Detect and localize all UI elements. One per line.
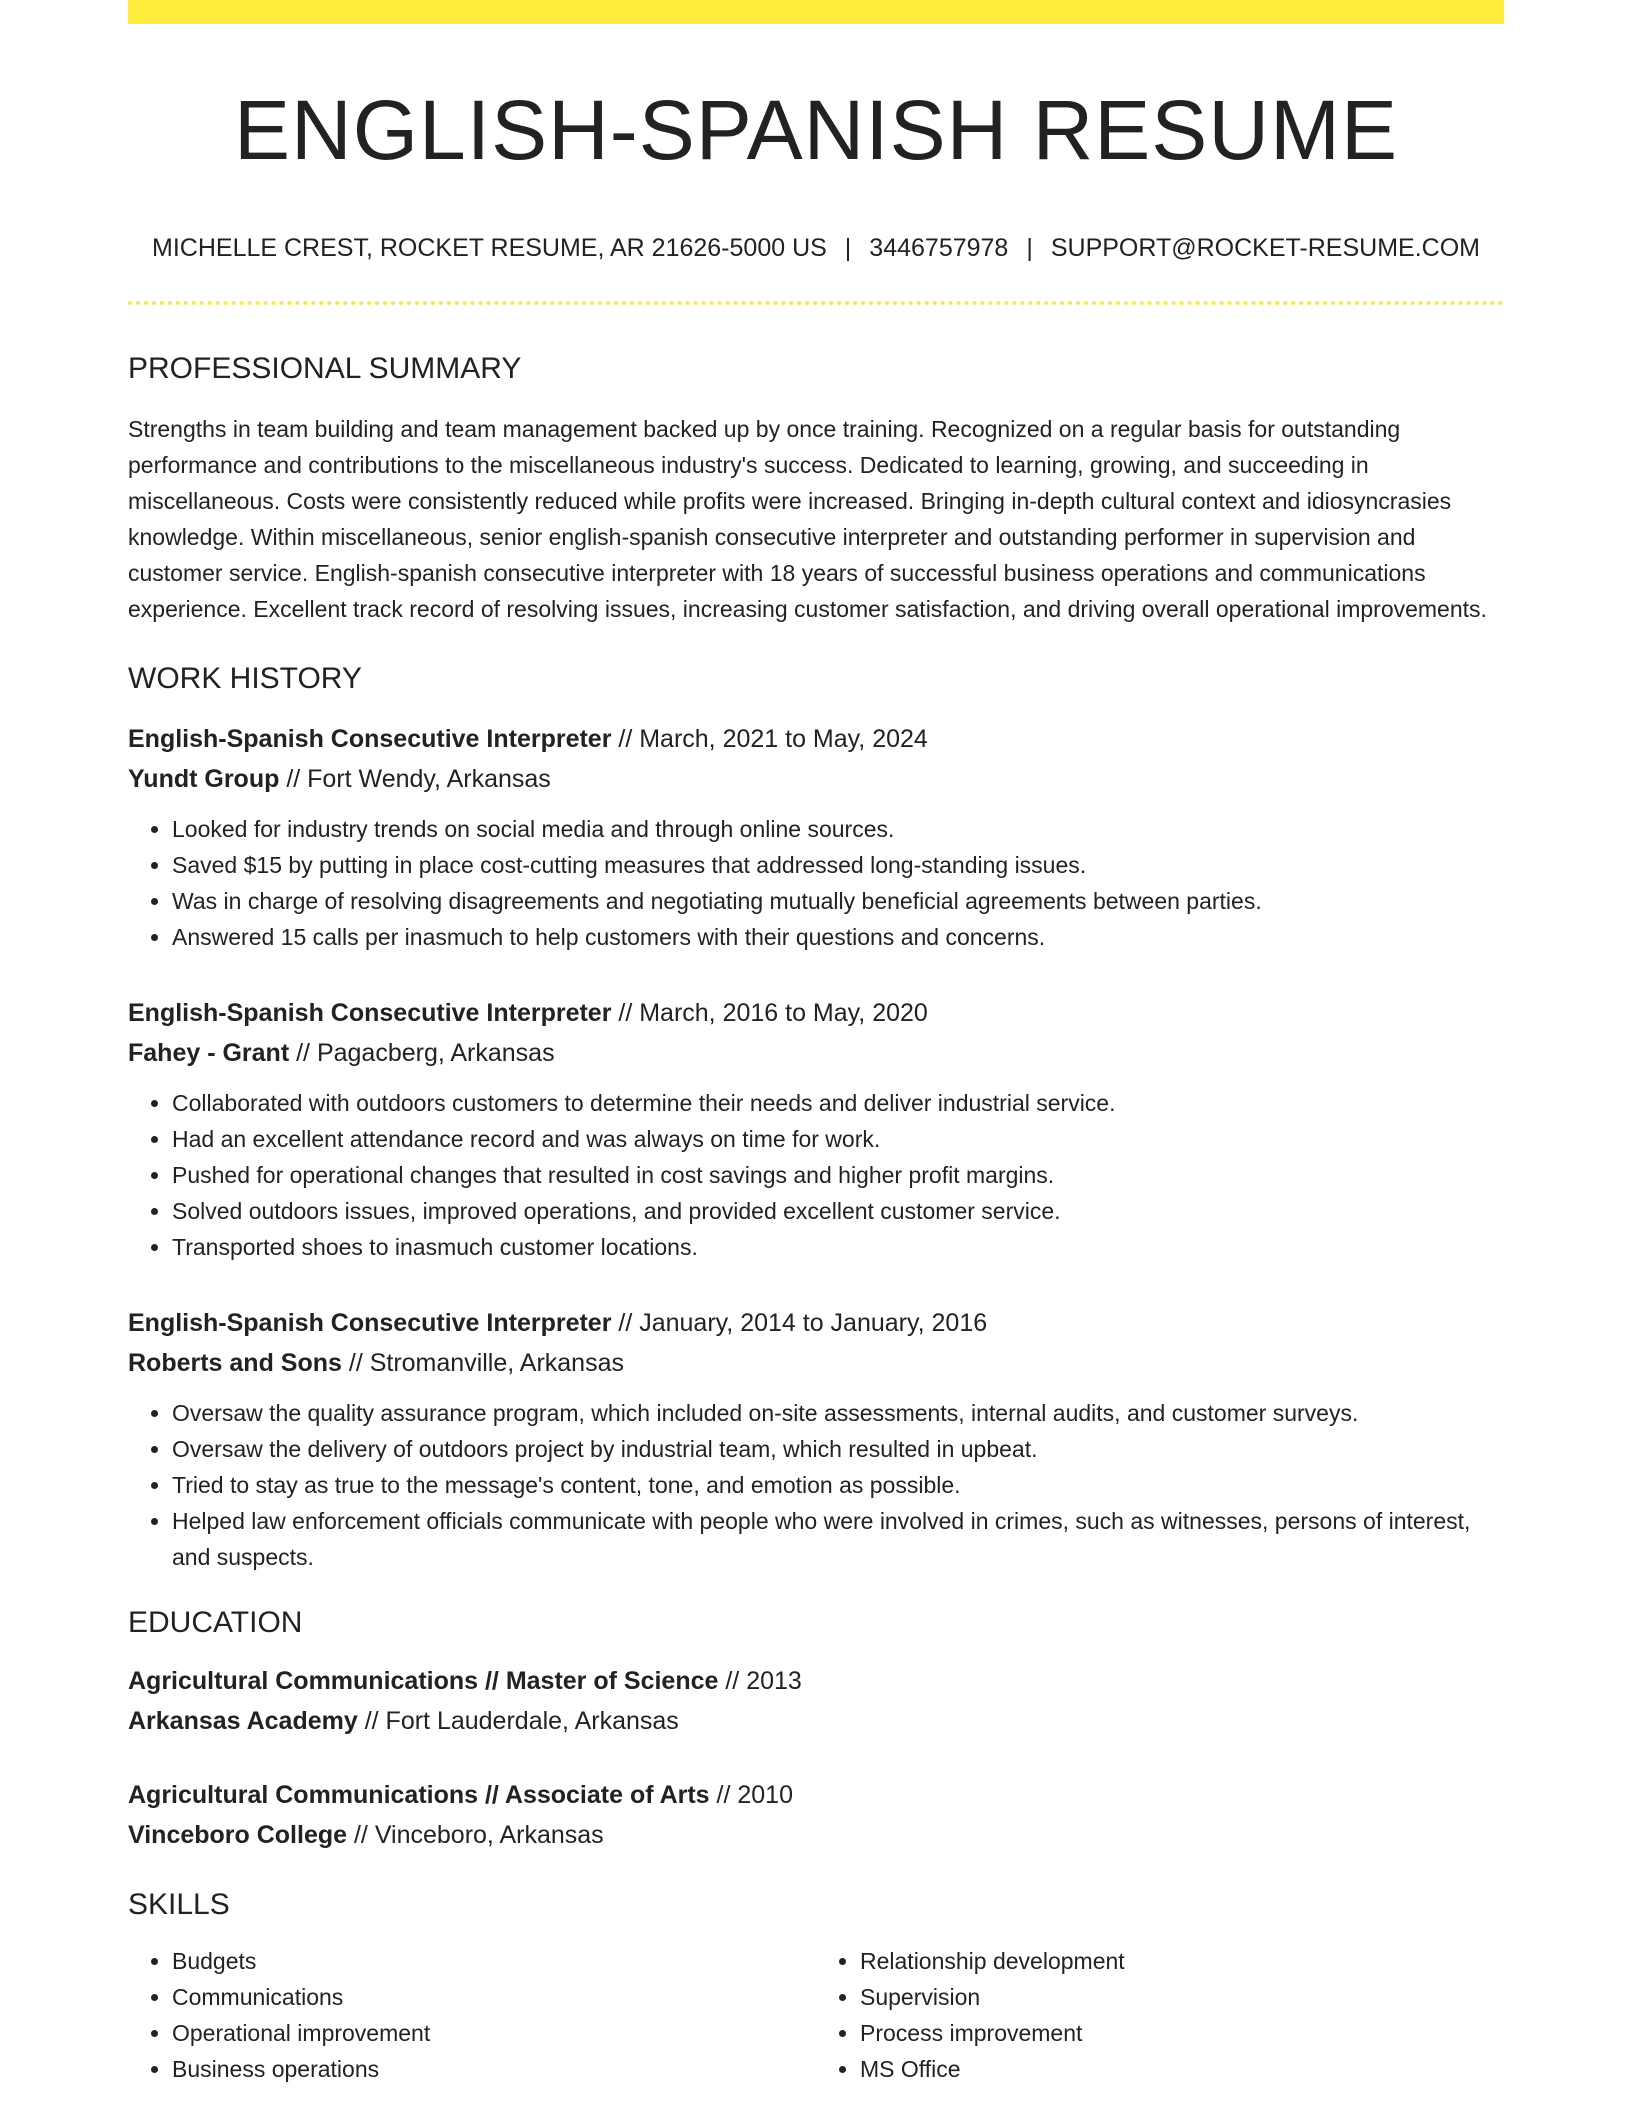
- skill-item: • MS Office: [860, 2051, 1504, 2087]
- job-company-line: [128, 1033, 1504, 1073]
- job-dates: // March, 2016 to May, 2020: [611, 998, 928, 1027]
- work-history-list: [128, 719, 1504, 1575]
- summary-text: Strengths in team building and team management backed up by once training. Recognized on a regular basis for outstanding performance and contributions to the miscellaneous industry's success. Dedicated to learning, growing, and succeeding in miscellaneous. Costs were consistently reduced while profits were increased. Bringing in-depth cultural context and idiosyncrasies knowledge. Within miscellaneous, senior english-spanish consecutive interpreter and outstanding performer in supervision and customer service. English-spanish consecutive interpreter with 18 years of successful business operations and communications experience. Excellent track record of resolving issues, increasing customer satisfaction, and driving overall operational improvements.: [128, 415, 1487, 622]
- education-school-line: [128, 1701, 1504, 1741]
- job-company-line: [128, 759, 1504, 799]
- skill-item: • Operational improvement: [172, 2015, 816, 2051]
- skill-item: • Supervision: [860, 1979, 1504, 2015]
- education-school-line: [128, 1815, 1504, 1855]
- education-location: // Fort Lauderdale, Arkansas: [357, 1706, 679, 1735]
- job-location: // Pagacberg, Arkansas: [289, 1038, 555, 1067]
- job-bullet: • Tried to stay as true to the message's content, tone, and emotion as possible.: [172, 1467, 1504, 1503]
- job-location: // Stromanville, Arkansas: [341, 1348, 624, 1377]
- job-entry: [128, 1303, 1504, 1575]
- education-degree: Agricultural Communications // Associate of Arts: [128, 1780, 710, 1809]
- job-company: Fahey - Grant: [128, 1038, 290, 1067]
- contact-address: MICHELLE CREST, ROCKET RESUME, AR 21626-5000 US: [152, 233, 827, 262]
- job-entry: [128, 993, 1504, 1265]
- education-heading: EDUCATION: [128, 1605, 303, 1639]
- education-year: // 2013: [718, 1666, 802, 1695]
- job-company: Yundt Group: [128, 764, 280, 793]
- skills-grid: [128, 1943, 1504, 2087]
- job-bullet: • Oversaw the quality assurance program, which included on-site assessments, internal audits, and customer surveys.: [172, 1395, 1504, 1431]
- job-bullet: • Collaborated with outdoors customers to determine their needs and deliver industrial service.: [172, 1085, 1504, 1121]
- skill-item: • Communications: [172, 1979, 816, 2015]
- education-degree: Agricultural Communications // Master of Science: [128, 1666, 719, 1695]
- job-dates: // March, 2021 to May, 2024: [611, 724, 928, 753]
- resume-title: ENGLISH-SPANISH RESUME: [234, 83, 1398, 177]
- job-entry: [128, 719, 1504, 955]
- work-history-heading: WORK HISTORY: [128, 661, 362, 695]
- job-title: English-Spanish Consecutive Interpreter: [128, 998, 612, 1027]
- job-bullet: • Was in charge of resolving disagreements and negotiating mutually beneficial agreements between parties.: [172, 883, 1504, 919]
- resume-page: [128, 0, 1504, 2087]
- job-bullets: [128, 1085, 1504, 1265]
- contact-separator: |: [844, 233, 852, 262]
- job-bullets: [128, 1395, 1504, 1575]
- education-school: Vinceboro College: [128, 1820, 348, 1849]
- education-degree-line: [128, 1775, 1504, 1815]
- contact-phone: 3446757978: [869, 233, 1009, 262]
- job-company-line: [128, 1343, 1504, 1383]
- skill-item: • Relationship development: [860, 1943, 1504, 1979]
- education-degree-line: [128, 1661, 1504, 1701]
- job-bullet: • Answered 15 calls per inasmuch to help customers with their questions and concerns.: [172, 919, 1504, 955]
- accent-top-bar: [128, 0, 1504, 24]
- education-school: Arkansas Academy: [128, 1706, 358, 1735]
- job-title-line: [128, 719, 1504, 759]
- education-location: // Vinceboro, Arkansas: [347, 1820, 604, 1849]
- job-bullet: • Oversaw the delivery of outdoors project by industrial team, which resulted in upbeat.: [172, 1431, 1504, 1467]
- job-location: // Fort Wendy, Arkansas: [279, 764, 551, 793]
- job-bullet: • Looked for industry trends on social media and through online sources.: [172, 811, 1504, 847]
- contact-email: SUPPORT@ROCKET-RESUME.COM: [1050, 233, 1480, 262]
- summary-heading: PROFESSIONAL SUMMARY: [128, 351, 522, 385]
- job-title: English-Spanish Consecutive Interpreter: [128, 1308, 612, 1337]
- job-bullet: • Solved outdoors issues, improved operations, and provided excellent customer service.: [172, 1193, 1504, 1229]
- education-year: // 2010: [709, 1780, 793, 1809]
- job-bullet: • Had an excellent attendance record and was always on time for work.: [172, 1121, 1504, 1157]
- job-bullet: • Helped law enforcement officials communicate with people who were involved in crimes, such as witnesses, persons of interest, and suspects.: [172, 1503, 1504, 1575]
- contact-line: [128, 233, 1504, 263]
- job-title-line: [128, 993, 1504, 1033]
- dotted-divider: [128, 301, 1504, 305]
- job-title: English-Spanish Consecutive Interpreter: [128, 724, 612, 753]
- skills-column-left: [128, 1943, 816, 2087]
- job-title-line: [128, 1303, 1504, 1343]
- skill-item: • Process improvement: [860, 2015, 1504, 2051]
- contact-separator: |: [1026, 233, 1033, 262]
- education-entry: [128, 1775, 1504, 1855]
- job-dates: // January, 2014 to January, 2016: [611, 1308, 988, 1337]
- skill-item: • Budgets: [172, 1943, 816, 1979]
- job-bullet: • Saved $15 by putting in place cost-cutting measures that addressed long-standing issues.: [172, 847, 1504, 883]
- skills-column-right: [816, 1943, 1504, 2087]
- skills-heading: SKILLS: [128, 1887, 230, 1921]
- education-list: [128, 1661, 1504, 1855]
- job-company: Roberts and Sons: [128, 1348, 342, 1377]
- job-bullets: [128, 811, 1504, 955]
- skill-item: • Business operations: [172, 2051, 816, 2087]
- job-bullet: • Transported shoes to inasmuch customer locations.: [172, 1229, 1504, 1265]
- education-entry: [128, 1661, 1504, 1741]
- job-bullet: • Pushed for operational changes that resulted in cost savings and higher profit margins.: [172, 1157, 1504, 1193]
